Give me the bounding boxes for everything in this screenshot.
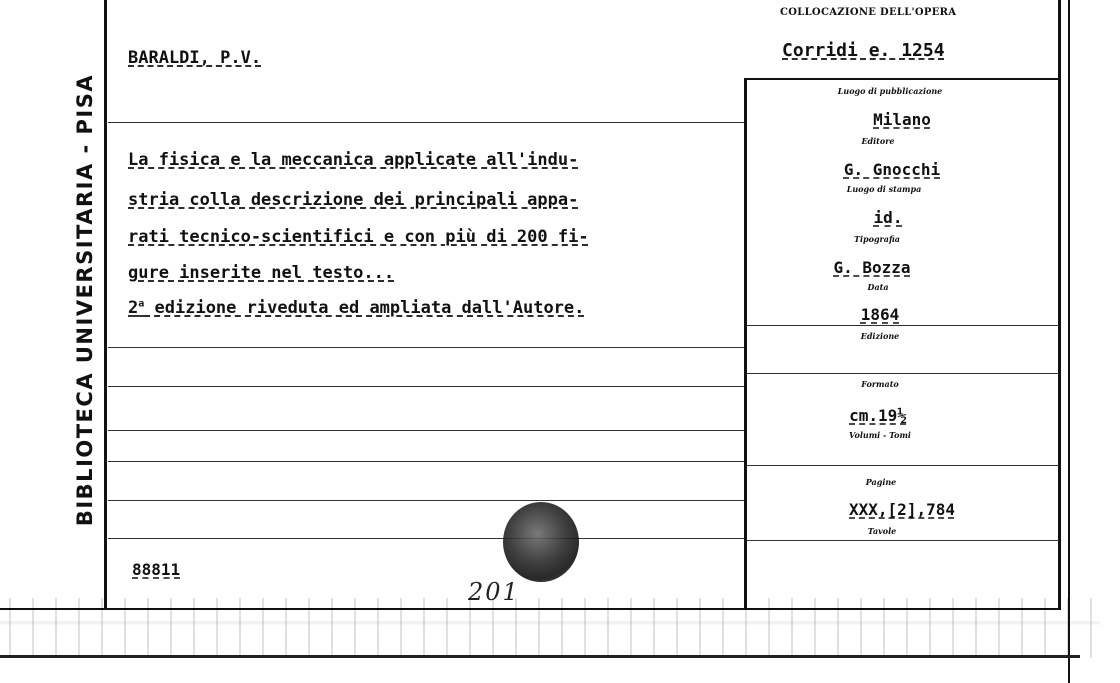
edition-number: 2: [128, 298, 139, 318]
ruled-line: [108, 538, 744, 539]
field-column-top-rule: [744, 78, 1060, 80]
title-line: stria colla descrizione dei principali appa-: [128, 190, 579, 210]
library-side-label: BIBLIOTECA UNIVERSITARIA - PISA: [73, 73, 97, 527]
data-value: 1864: [860, 305, 900, 324]
shelfmark: Corridi e. 1254: [782, 40, 945, 61]
field-ruled-line: [747, 325, 1059, 326]
title-line: La fisica e la meccanica applicate all'indu-: [128, 150, 579, 170]
field-ruled-line: [747, 373, 1059, 374]
right-outer-rule: [1068, 0, 1070, 683]
luogo-stampa-value: id.: [873, 208, 903, 227]
field-ruled-line: [747, 465, 1059, 466]
left-margin-rule: [104, 0, 107, 610]
edizione-label: Edizione: [860, 331, 900, 341]
right-edge-rule: [1058, 0, 1061, 610]
formato-label: Formato: [861, 379, 899, 389]
edition-line: [128, 298, 584, 318]
data-label: Data: [867, 282, 889, 292]
volumi-tomi-label: Volumi - Tomi: [849, 430, 911, 440]
tavole-label: Tavole: [867, 526, 897, 536]
title-line: gure inserite nel testo...: [128, 263, 395, 283]
handwritten-note: 201: [468, 578, 520, 606]
library-stamp: [503, 502, 579, 582]
edition-text: edizione riveduta ed ampliata dall'Autore.: [144, 298, 585, 318]
ruled-line: [108, 461, 744, 462]
ruled-line: [108, 430, 744, 431]
ruled-line: [108, 500, 744, 501]
collocazione-header: COLLOCAZIONE DELL'OPERA: [780, 7, 957, 18]
author: BARALDI, P.V.: [128, 48, 262, 68]
field-ruled-line: [747, 540, 1059, 541]
edition-superscript: a: [138, 298, 145, 310]
scan-noise: [0, 598, 1100, 658]
editore-value: G. Gnocchi: [843, 160, 941, 179]
luogo-stampa-label: Luogo di stampa: [846, 184, 922, 194]
pagine-label: Pagine: [865, 477, 897, 487]
title-line: rati tecnico-scientifici e con più di 200 fi-: [128, 227, 589, 247]
editore-label: Editore: [861, 136, 895, 146]
inventory-number: 88811: [132, 560, 181, 579]
luogo-pubblicazione-value: Milano: [873, 110, 931, 129]
tipografia-label: Tipografia: [854, 234, 900, 244]
pagine-value: XXX,[2],784: [849, 500, 955, 519]
ruled-line: [108, 386, 744, 387]
luogo-pubblicazione-label: Luogo di pubblicazione: [837, 86, 943, 96]
tipografia-value: G. Bozza: [833, 258, 911, 277]
ruled-line: [108, 347, 744, 348]
ruled-line: [108, 122, 744, 123]
formato-value: cm.19½: [849, 406, 907, 425]
